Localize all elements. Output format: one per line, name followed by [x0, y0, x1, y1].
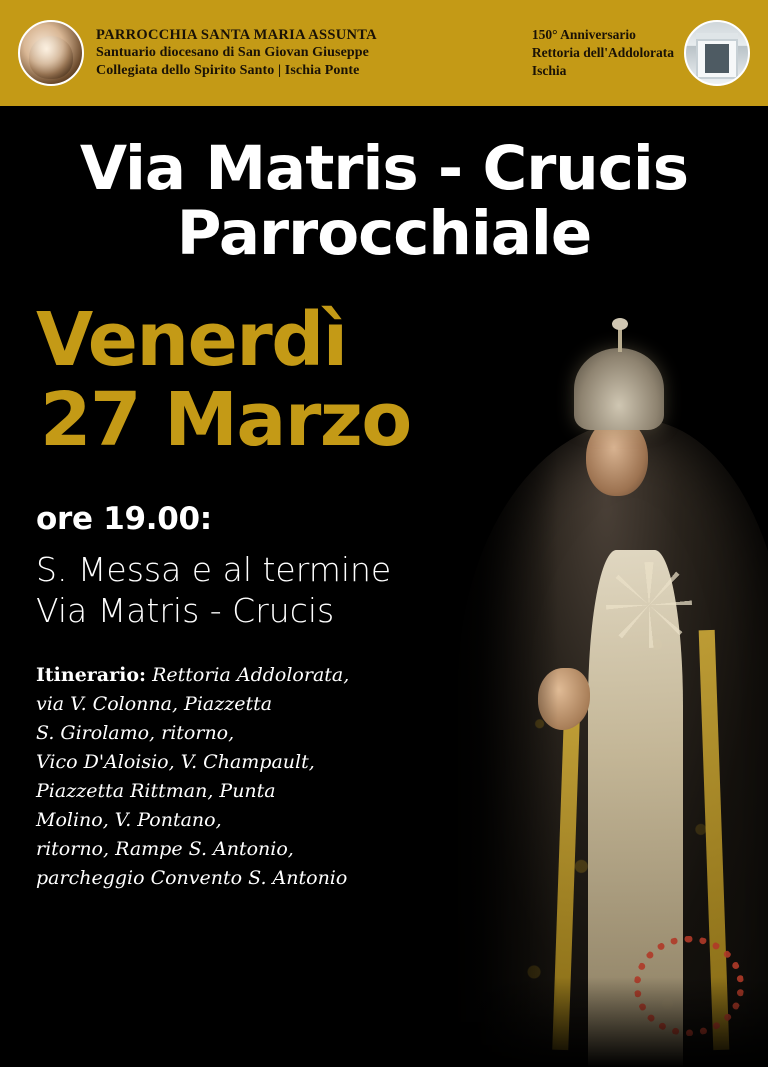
collegiate-name: Collegiata dello Spirito Santo | Ischia Ponte — [96, 63, 360, 79]
event-date — [0, 296, 768, 463]
itinerary-line: S. Girolamo, ritorno, — [36, 722, 235, 745]
anniversary-line-1: 150° Anniversario — [531, 27, 636, 43]
itinerary-line: via V. Colonna, Piazzetta — [36, 693, 273, 716]
event-time: ore 19.00: — [36, 500, 212, 537]
itinerary-line-0: Rettoria Addolorata, — [152, 664, 350, 687]
itinerary-line: Molino, V. Pontano, — [36, 809, 222, 832]
sanctuary-name: Santuario diocesano di San Giovan Giuseppe — [96, 45, 369, 61]
anniversary-text — [532, 26, 674, 79]
description-line-1: S. Messa e al termine — [36, 549, 392, 589]
church-building-photo-icon — [684, 20, 750, 86]
header-band — [0, 0, 768, 106]
title-line-1: Via Matris - Crucis — [79, 133, 689, 204]
description-line-2: Via Matris - Crucis — [36, 590, 335, 630]
itinerary-line: Piazzetta Rittman, Punta — [36, 780, 276, 803]
itinerary-line — [36, 661, 456, 690]
page-title — [0, 133, 768, 270]
anniversary-block — [532, 20, 750, 86]
event-day-month: 27 Marzo — [40, 376, 411, 463]
parish-identity — [96, 26, 377, 80]
itinerary-line: ritorno, Rampe S. Antonio, — [36, 838, 294, 861]
event-weekday: Venerdì — [36, 296, 347, 383]
anniversary-line-3: Ischia — [531, 62, 567, 78]
itinerary-line: Vico D'Aloisio, V. Champault, — [36, 751, 315, 774]
itinerary-line: parcheggio Convento S. Antonio — [36, 867, 348, 890]
poster-content — [0, 106, 768, 894]
parish-name: PARROCCHIA SANTA MARIA ASSUNTA — [96, 26, 377, 43]
event-description — [0, 549, 768, 632]
itinerary-label: Itinerario: — [36, 664, 147, 687]
title-line-2: Parrocchiale — [176, 198, 592, 270]
itinerary-block — [0, 661, 456, 894]
madonna-medallion-icon — [18, 20, 84, 86]
image-fade-bottom — [438, 977, 768, 1067]
anniversary-line-2: Rettoria dell'Addolorata — [531, 45, 674, 61]
